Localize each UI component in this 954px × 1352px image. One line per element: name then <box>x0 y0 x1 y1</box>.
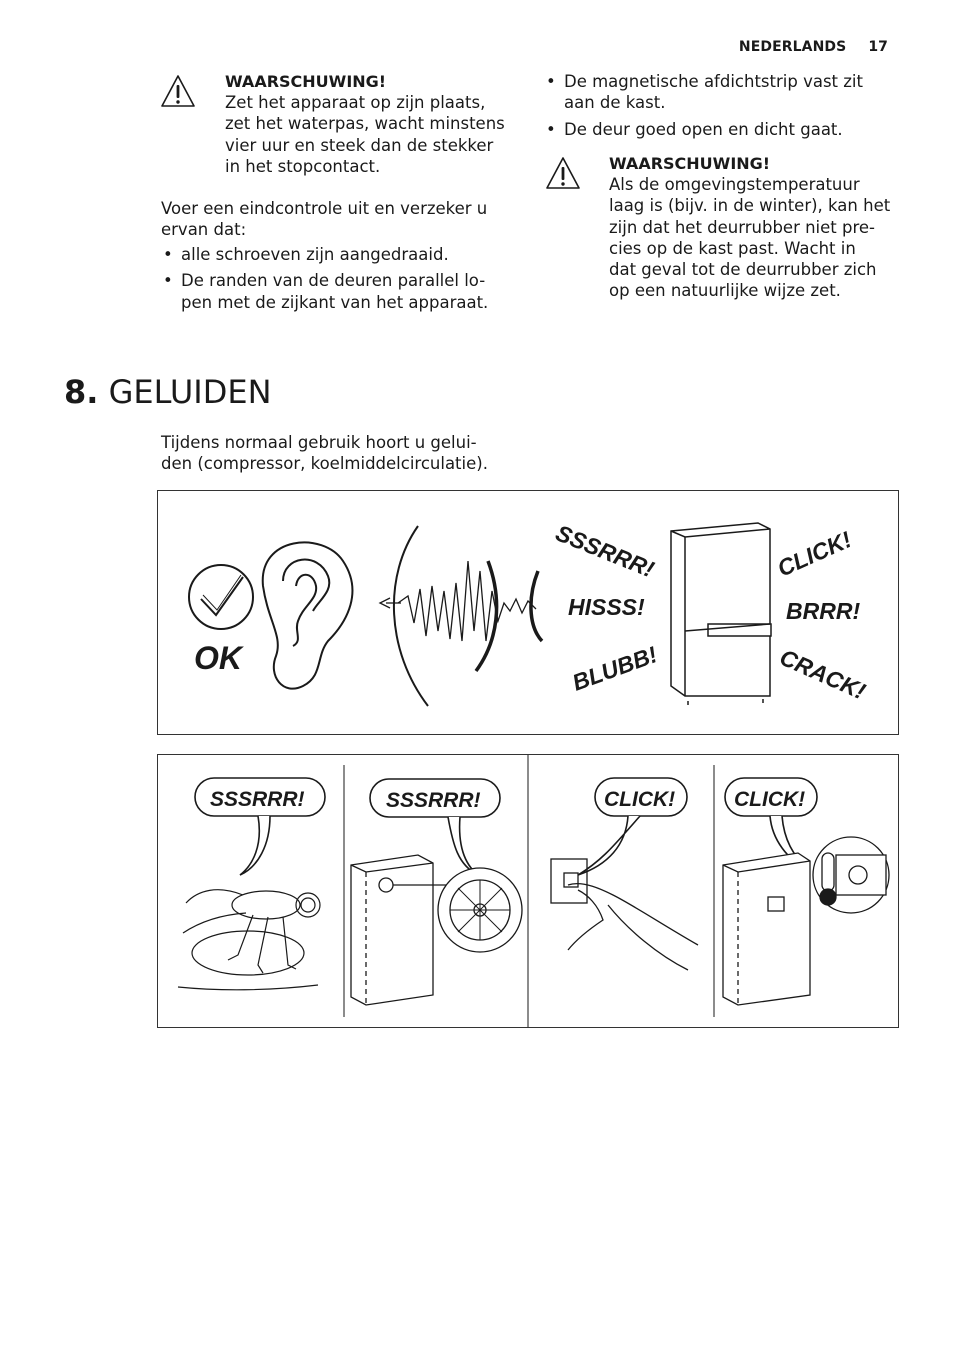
sound-hisss: HISSS! <box>568 594 645 620</box>
text-line: • De randen van de deuren parallel lo- <box>181 271 486 291</box>
text-line: in het stopcontact. <box>225 156 381 176</box>
text-line: Als de omgevingstemperatuur <box>609 175 860 194</box>
fridge-fan-icon <box>351 855 522 1005</box>
sound-click: CLICK! <box>773 526 856 582</box>
sounds-illustration-panel <box>157 490 899 735</box>
sound-crack: CRACK! <box>775 643 870 705</box>
text-line: laag is (bijv. in de winter), kan het <box>609 196 891 216</box>
check-circle-icon <box>189 565 253 629</box>
text-line: zijn dat het deurrubber niet pre- <box>609 217 876 237</box>
section-title: GELUIDEN <box>108 373 272 411</box>
warning-title: WAARSCHUWING! <box>609 154 771 173</box>
list-item <box>161 244 521 265</box>
text-line: Zet het apparaat op zijn plaats, <box>225 93 486 112</box>
warning-block-1 <box>225 71 525 177</box>
warning-text <box>609 174 909 302</box>
bubble-text-click: CLICK! <box>734 788 806 811</box>
text-line: cies op de kast past. Wacht in <box>609 238 856 258</box>
sounds-illustration <box>158 491 898 734</box>
bubble-text-sssrrr: SSSRRR! <box>210 788 305 811</box>
list-item <box>161 270 521 313</box>
text-line: op een natuurlijke wijze zet. <box>609 281 841 301</box>
text-line: den (compressor, koelmiddelcirculatie). <box>161 454 488 474</box>
text-line: • De magnetische afdichtstrip vast zit <box>564 72 863 91</box>
text-line: dat geval tot de deurrubber zich <box>609 260 877 280</box>
sound-brrr: BRRR! <box>786 598 861 624</box>
fridge-icon <box>671 523 771 705</box>
sound-sources-illustration <box>158 755 898 1027</box>
check-intro <box>161 198 521 241</box>
sound-blubb: BLUBB! <box>568 641 661 696</box>
ok-label: OK <box>194 640 242 676</box>
text-line: ervan dat: <box>161 220 247 240</box>
warning-triangle-icon <box>160 74 196 108</box>
right-bullet-list <box>544 71 894 145</box>
text-line: pen met de zijkant van het apparaat. <box>181 292 489 312</box>
sound-sources-panel <box>157 754 899 1028</box>
section-number: 8. <box>64 373 99 411</box>
text-line: vier uur en steek dan de stekker <box>225 135 494 155</box>
section-intro <box>161 432 561 475</box>
hand-switch-icon <box>551 859 698 970</box>
text-line: Voer een eindcontrole uit en verzeker u <box>161 199 488 218</box>
fly-icon <box>178 890 320 990</box>
text-line: aan de kast. <box>564 93 666 113</box>
list-item <box>544 71 894 114</box>
bubble-text-click: CLICK! <box>604 788 676 811</box>
left-bullet-list <box>161 244 521 318</box>
warning-title: WAARSCHUWING! <box>225 72 387 91</box>
warning-triangle-icon <box>545 156 581 190</box>
section-heading <box>64 372 272 412</box>
text-line: Tijdens normaal gebruik hoort u gelui- <box>161 433 477 452</box>
text-line: • De deur goed open en dicht gaat. <box>564 119 843 139</box>
text-line: • alle schroeven zijn aangedraaid. <box>181 245 449 264</box>
list-item <box>544 119 894 140</box>
text-line: zet het waterpas, wacht minstens <box>225 114 505 134</box>
warning-text <box>225 92 525 177</box>
header-language: NEDERLANDS <box>738 39 847 55</box>
page-header <box>739 39 888 55</box>
sound-waves-icon <box>380 526 542 706</box>
page-number: 17 <box>868 39 888 55</box>
bubble-text-sssrrr: SSSRRR! <box>386 789 481 812</box>
fridge-thermostat-icon <box>723 837 889 1005</box>
sound-sssrrr: SSSRRR! <box>552 519 658 583</box>
warning-block-2 <box>609 153 909 302</box>
ear-icon <box>263 542 353 688</box>
